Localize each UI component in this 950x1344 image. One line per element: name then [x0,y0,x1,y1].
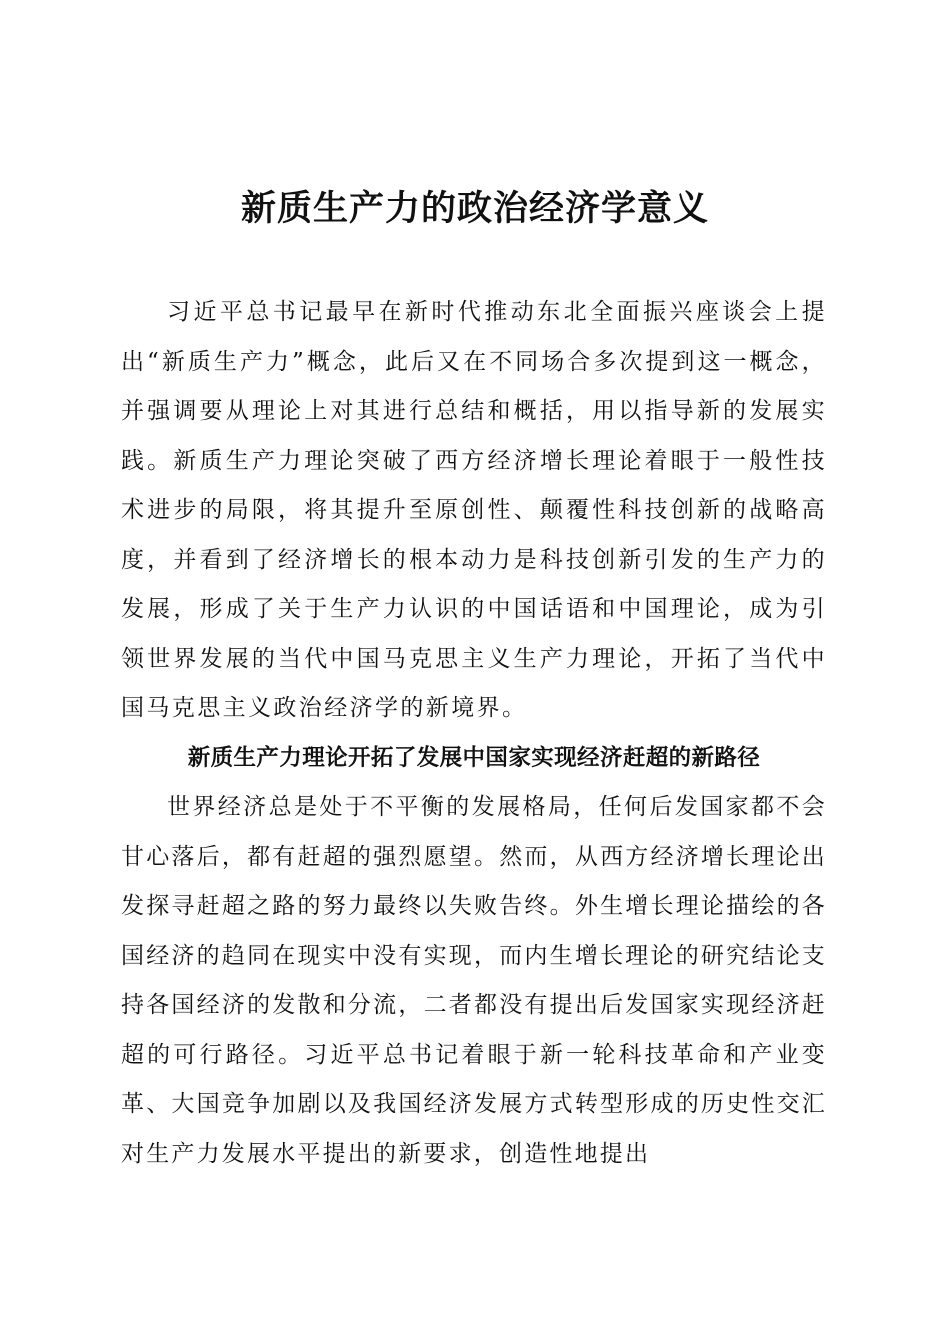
body-paragraph-1: 习近平总书记最早在新时代推动东北全面振兴座谈会上提出“新质生产力”概念，此后又在不同场合多次提到这一概念，并强调要从理论上对其进行总结和概括，用以指导新的发展实践。新质生产力理论突破了西方经济增长理论着眼于一般性技术进步的局限，将其提升至原创性、颠覆性科技创新的战略高度，并看到了经济增长的根本动力是科技创新引发的生产力的发展，形成了关于生产力认识的中国话语和中国理论，成为引领世界发展的当代中国马克思主义生产力理论，开拓了当代中国马克思主义政治经济学的新境界。 [121,299,827,721]
document-body [121,288,827,1179]
body-paragraph-2: 世界经济总是处于不平衡的发展格局，任何后发国家都不会甘心落后，都有赶超的强烈愿望。然而，从西方经济增长理论出发探寻赶超之路的努力最终以失败告终。外生增长理论描绘的各国经济的趋同在现实中没有实现，而内生增长理论的研究结论支持各国经济的发散和分流，二者都没有提出后发国家实现经济赶超的可行路径。习近平总书记着眼于新一轮科技革命和产业变革、大国竞争加剧以及我国经济发展方式转型形成的历史性交汇对生产力发展水平提出的新要求，创造性地提出 [121,794,827,1167]
section-heading: 新质生产力理论开拓了发展中国家实现经济赶超的新路径 [187,744,761,771]
document-title: 新质生产力的政治经济学意义 [240,188,709,229]
